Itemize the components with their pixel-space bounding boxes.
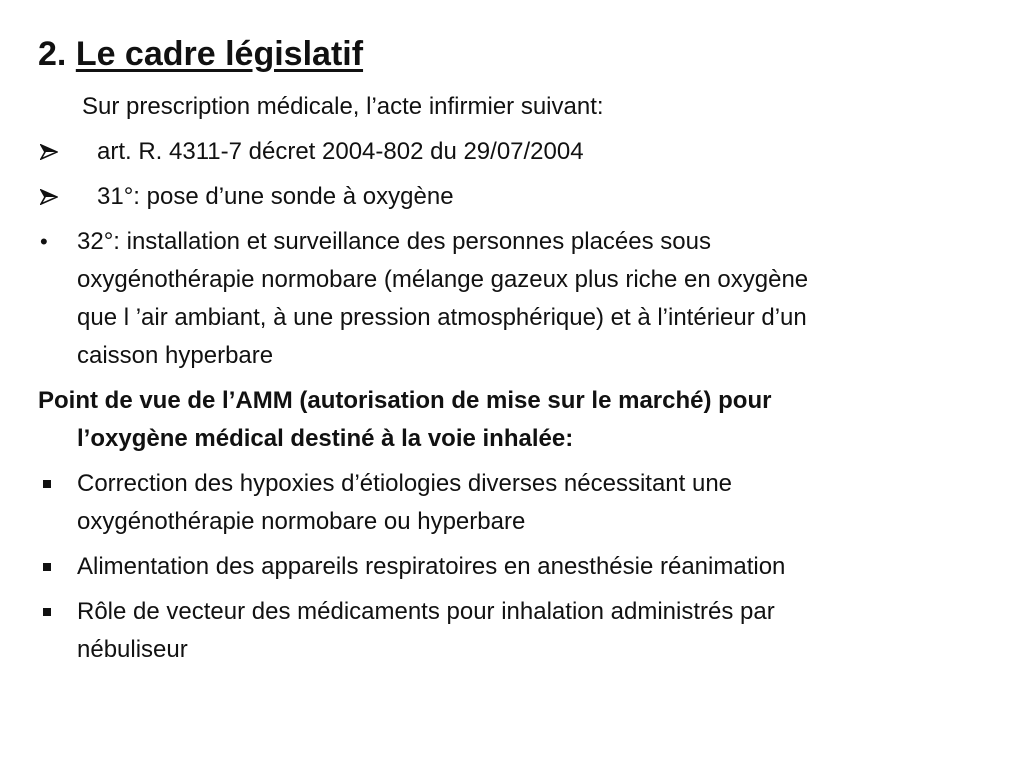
arrow-bullet-icon — [40, 133, 68, 171]
square-bullet-line: Alimentation des appareils respiratoires en anesthésie réanimation — [77, 553, 786, 580]
arrow-bullet-text: 31°: pose d’une sonde à oxygène — [97, 183, 454, 210]
dot-bullet-item — [0, 223, 1024, 375]
title-number: 2. — [38, 35, 67, 73]
title-text: Le cadre législatif — [75, 35, 364, 73]
square-bullet-line: oxygénothérapie normobare ou hyperbare — [77, 508, 526, 535]
square-bullet-line: nébuliseur — [77, 636, 188, 663]
arrow-bullet-text: art. R. 4311-7 décret 2004-802 du 29/07/2004 — [97, 138, 584, 165]
square-bullet-item — [0, 465, 1024, 541]
amm-heading-line: l’oxygène médical destiné à la voie inhalée: — [77, 425, 574, 452]
arrow-bullet-icon — [40, 178, 68, 216]
dot-bullet-line: oxygénothérapie normobare (mélange gazeux plus riche en oxygène — [77, 266, 809, 293]
slide-title — [38, 34, 363, 74]
square-bullet-item — [0, 548, 1024, 586]
square-bullet-line: Correction des hypoxies d’étiologies diverses nécessitant une — [77, 470, 733, 497]
amm-heading — [0, 382, 1024, 458]
intro-text: Sur prescription médicale, l’acte infirmier suivant: — [82, 93, 604, 120]
slide-content — [0, 88, 1024, 676]
square-bullet-line: Rôle de vecteur des médicaments pour inhalation administrés par — [77, 598, 775, 625]
square-bullet-icon — [40, 465, 68, 503]
amm-heading-line: Point de vue de l’AMM (autorisation de mise sur le marché) pour — [38, 387, 772, 414]
square-bullet-icon — [40, 548, 68, 586]
square-bullet-icon — [40, 593, 68, 631]
square-bullet-item — [0, 593, 1024, 669]
dot-bullet-icon: • — [40, 229, 48, 254]
dot-bullet-line: 32°: installation et surveillance des personnes placées sous — [77, 228, 711, 255]
arrow-bullet-item — [0, 178, 1024, 216]
dot-bullet-line: que l ’air ambiant, à une pression atmosphérique) et à l’intérieur d’un — [77, 304, 807, 331]
arrow-bullet-item — [0, 133, 1024, 171]
dot-bullet-line: caisson hyperbare — [77, 342, 274, 369]
